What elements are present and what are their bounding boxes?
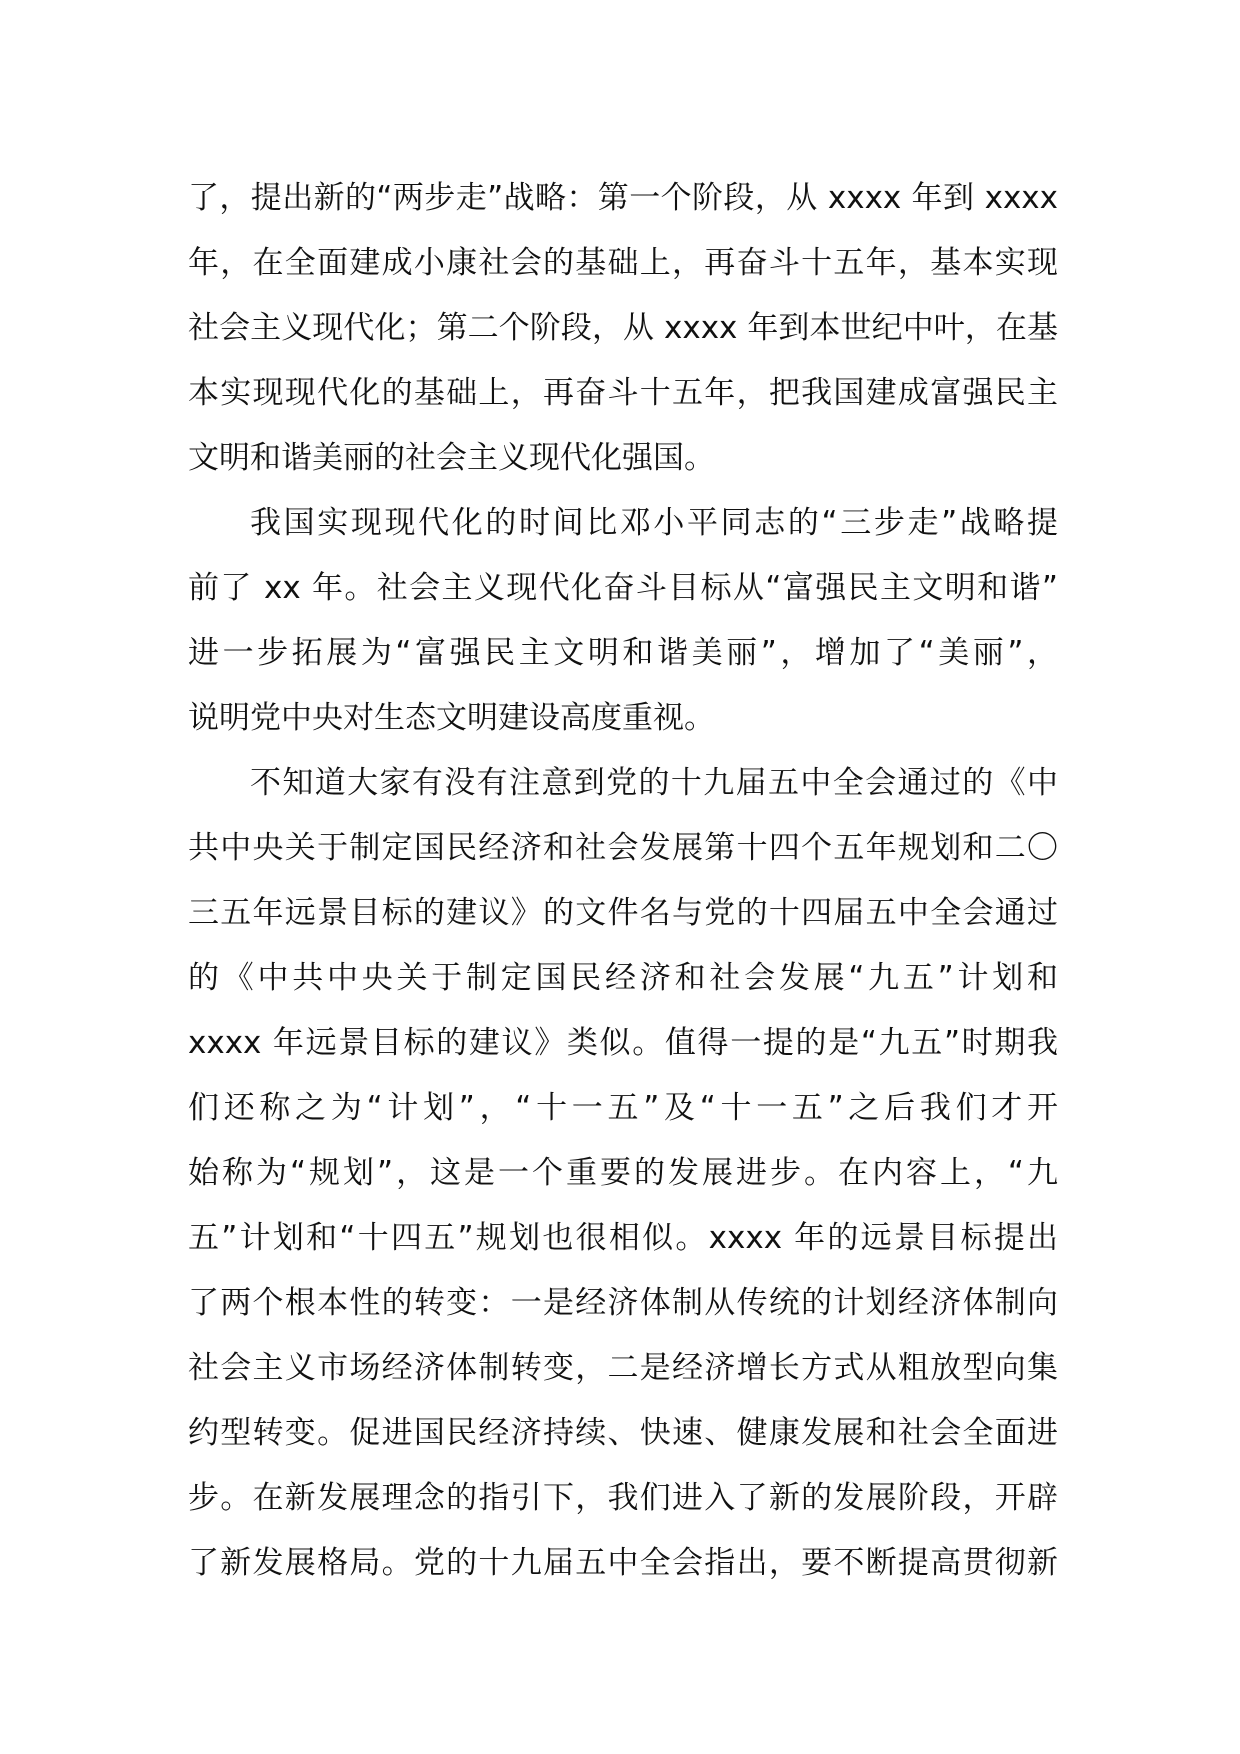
- paragraph-1-line-2: 年，在全面建成小康社会的基础上，再奋斗十五年，基本实现: [188, 245, 1058, 281]
- paragraph-2-line-1: 我国实现现代化的时间比邓小平同志的“三步走”战略提: [250, 505, 1058, 541]
- paragraph-3-line-11: 约型转变。促进国民经济持续、快速、健康发展和社会全面进: [188, 1415, 1058, 1451]
- paragraph-3-line-12: 步。在新发展理念的指引下，我们进入了新的发展阶段，开辟: [188, 1480, 1058, 1516]
- paragraph-2-line-2: 前了 xx 年。社会主义现代化奋斗目标从“富强民主文明和谐”: [188, 570, 1058, 606]
- paragraph-1-line-5: 文明和谐美丽的社会主义现代化强国。: [188, 440, 715, 476]
- paragraph-3-line-7: 始称为“规划”，这是一个重要的发展进步。在内容上，“九: [188, 1155, 1058, 1191]
- paragraph-2-line-4: 说明党中央对生态文明建设高度重视。: [188, 700, 715, 736]
- paragraph-3-line-9: 了两个根本性的转变：一是经济体制从传统的计划经济体制向: [188, 1285, 1058, 1321]
- paragraph-3-line-3: 三五年远景目标的建议》的文件名与党的十四届五中全会通过: [188, 895, 1058, 931]
- paragraph-1-line-4: 本实现现代化的基础上，再奋斗十五年，把我国建成富强民主: [188, 375, 1058, 411]
- paragraph-3-line-1: 不知道大家有没有注意到党的十九届五中全会通过的《中: [250, 765, 1058, 801]
- paragraph-2-line-3: 进一步拓展为“富强民主文明和谐美丽”，增加了“美丽”，: [188, 635, 1058, 671]
- body-text: [188, 166, 1058, 1596]
- paragraph-3-line-10: 社会主义市场经济体制转变，二是经济增长方式从粗放型向集: [188, 1350, 1058, 1386]
- paragraph-3-line-4: 的《中共中央关于制定国民经济和社会发展“九五”计划和: [188, 960, 1058, 996]
- paragraph-3-line-6: 们还称之为“计划”，“十一五”及“十一五”之后我们才开: [188, 1090, 1058, 1126]
- paragraph-1-line-3: 社会主义现代化；第二个阶段，从 xxxx 年到本世纪中叶，在基: [188, 310, 1058, 346]
- paragraph-3-line-2: 共中央关于制定国民经济和社会发展第十四个五年规划和二〇: [188, 830, 1058, 866]
- paragraph-1-line-1: 了，提出新的“两步走”战略：第一个阶段，从 xxxx 年到 xxxx: [188, 180, 1058, 216]
- paragraph-3-line-8: 五”计划和“十四五”规划也很相似。xxxx 年的远景目标提出: [188, 1220, 1058, 1256]
- paragraph-3-line-13: 了新发展格局。党的十九届五中全会指出，要不断提高贯彻新: [188, 1545, 1058, 1581]
- paragraph-3-line-5: xxxx 年远景目标的建议》类似。值得一提的是“九五”时期我: [188, 1025, 1058, 1061]
